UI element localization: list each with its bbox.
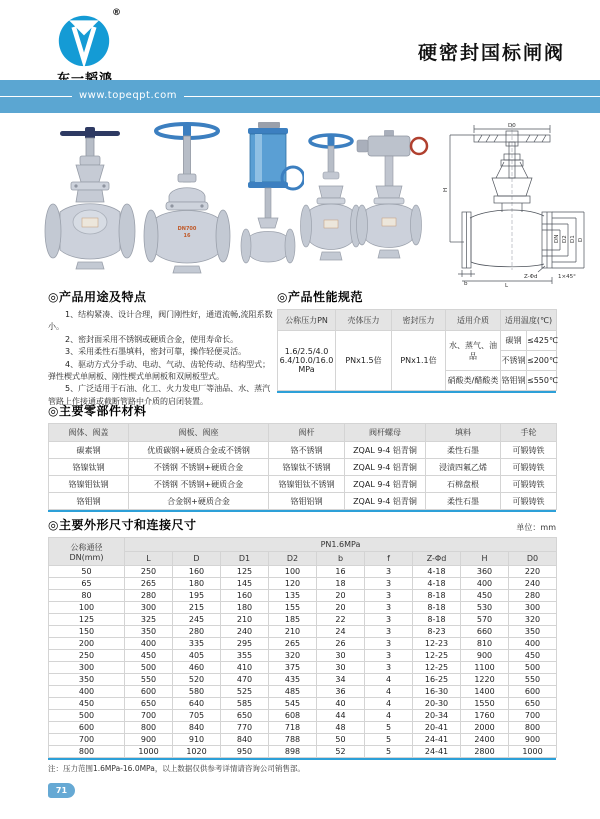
table-cell: 650 xyxy=(221,710,269,722)
table-cell: 柔性石墨 xyxy=(426,442,501,459)
table-cell: 8-18 xyxy=(413,614,461,626)
table-cell: 280 xyxy=(125,590,173,602)
table-cell: 585 xyxy=(221,698,269,710)
table-cell: 280 xyxy=(173,626,221,638)
table-cell: 3 xyxy=(365,626,413,638)
shell-pressure-value: PNx1.5倍 xyxy=(336,331,392,391)
table-cell: 718 xyxy=(269,722,317,734)
table-cell: 788 xyxy=(269,734,317,746)
table-row xyxy=(49,722,557,734)
table-cell: 250 xyxy=(125,566,173,578)
temp-material: 碳钢 xyxy=(501,331,527,351)
dim-label-h: H xyxy=(443,187,449,192)
table-cell: 5 xyxy=(365,746,413,758)
dim-label-d: D xyxy=(578,237,584,242)
table-cell: 450 xyxy=(509,650,557,662)
section-dimensions xyxy=(48,516,556,774)
table-cell: 155 xyxy=(269,602,317,614)
table-cell: 375 xyxy=(269,662,317,674)
materials-heading: ◎主要零部件材料 xyxy=(48,404,147,418)
features-heading: ◎产品用途及特点 xyxy=(48,290,147,304)
table-cell: 210 xyxy=(269,626,317,638)
table-cell: 48 xyxy=(317,722,365,734)
table-cell: 2000 xyxy=(461,722,509,734)
materials-header-row xyxy=(49,424,557,442)
table-cell: 360 xyxy=(461,566,509,578)
column-header: 阀杆 xyxy=(269,424,345,442)
table-cell: 36 xyxy=(317,686,365,698)
table-cell: 320 xyxy=(509,614,557,626)
unit-label: 单位：mm xyxy=(516,523,556,532)
table-cell: 1000 xyxy=(125,746,173,758)
temp-material: 不锈钢 xyxy=(501,351,527,371)
table-row xyxy=(49,710,557,722)
table-cell: 300 xyxy=(125,602,173,614)
table-row xyxy=(49,734,557,746)
dim-label-zd: Z-Φd xyxy=(524,274,538,280)
table-cell: 355 xyxy=(221,650,269,662)
table-cell: 20-41 xyxy=(413,722,461,734)
table-row xyxy=(49,626,557,638)
table-cell: 405 xyxy=(173,650,221,662)
table-cell: 20 xyxy=(317,602,365,614)
column-header: b xyxy=(317,552,365,566)
valve-photo-pneumatic xyxy=(234,120,304,274)
col-header: 公称压力PN xyxy=(278,310,336,331)
table-cell: 220 xyxy=(509,566,557,578)
table-cell: 1550 xyxy=(461,698,509,710)
valve-photo-manual-2 xyxy=(142,118,232,276)
dim-label-d1: D1 xyxy=(570,235,576,243)
table-cell: 295 xyxy=(221,638,269,650)
table-cell: 16 xyxy=(317,566,365,578)
table-cell: 4-18 xyxy=(413,566,461,578)
table-cell: 525 xyxy=(221,686,269,698)
table-cell: 545 xyxy=(269,698,317,710)
column-header: D2 xyxy=(269,552,317,566)
table-cell: 铬镍钼钛钢 xyxy=(49,476,129,493)
table-cell: 460 xyxy=(173,662,221,674)
table-cell: 350 xyxy=(49,674,125,686)
table-cell: 705 xyxy=(173,710,221,722)
table-cell: 450 xyxy=(125,650,173,662)
seal-pressure-value: PNx1.1倍 xyxy=(392,331,446,391)
table-cell: 1400 xyxy=(461,686,509,698)
table-cell: 80 xyxy=(49,590,125,602)
table-cell: 20-30 xyxy=(413,698,461,710)
table-cell: 160 xyxy=(221,590,269,602)
table-cell: 245 xyxy=(173,614,221,626)
valve-nameplate-pn: 16 xyxy=(183,233,191,239)
table-cell: 30 xyxy=(317,650,365,662)
col-header: 密封压力 xyxy=(392,310,446,331)
dim-label-chamfer: 1×45° xyxy=(558,274,576,280)
table-cell: 30 xyxy=(317,662,365,674)
table-cell: 不锈钢 不锈钢+硬质合金 xyxy=(129,476,269,493)
table-row xyxy=(49,476,557,493)
table-cell: 5 xyxy=(365,722,413,734)
feature-item: 5、广泛适用于石油、化工、火力发电厂等油品、水、蒸汽管路上作接通或截断管路中介质的启闭装置。 xyxy=(48,384,271,406)
table-cell: 40 xyxy=(317,698,365,710)
table-cell: 350 xyxy=(509,626,557,638)
table-cell: 400 xyxy=(509,638,557,650)
table-cell: 600 xyxy=(125,686,173,698)
table-row xyxy=(49,650,557,662)
column-header: H xyxy=(461,552,509,566)
table-cell: 800 xyxy=(49,746,125,758)
performance-heading: ◎产品性能规范 xyxy=(277,290,363,304)
table-cell: 5 xyxy=(365,734,413,746)
table-cell: 铬钼铝钢 xyxy=(269,493,345,510)
table-cell: 325 xyxy=(125,614,173,626)
table-cell: 350 xyxy=(125,626,173,638)
valve-photo-electric xyxy=(356,130,430,274)
table-row xyxy=(49,746,557,758)
column-header: 阀板、阀座 xyxy=(129,424,269,442)
table-cell: 250 xyxy=(49,650,125,662)
table-cell: 470 xyxy=(221,674,269,686)
table-cell: ZQAL 9-4 铝青铜 xyxy=(345,459,426,476)
table-cell: 3 xyxy=(365,650,413,662)
table-cell: 900 xyxy=(509,734,557,746)
table-cell: 840 xyxy=(221,734,269,746)
column-header: D xyxy=(173,552,221,566)
table-cell: 可锻铸铁 xyxy=(501,476,557,493)
column-header: L xyxy=(125,552,173,566)
table-row xyxy=(49,674,557,686)
table-cell: 26 xyxy=(317,638,365,650)
table-row xyxy=(49,493,557,510)
table-cell: 铬镍钛不锈钢 xyxy=(269,459,345,476)
table-row xyxy=(49,442,557,459)
table-cell: 500 xyxy=(509,662,557,674)
table-cell: 435 xyxy=(269,674,317,686)
table-cell: 898 xyxy=(269,746,317,758)
page-number-badge: 71 xyxy=(48,783,75,798)
column-header: D0 xyxy=(509,552,557,566)
table-row xyxy=(49,578,557,590)
table-cell: 400 xyxy=(49,686,125,698)
table-cell: 1100 xyxy=(461,662,509,674)
table-cell: 400 xyxy=(461,578,509,590)
table-cell: 铬镍钼钛不锈钢 xyxy=(269,476,345,493)
table-cell: 20 xyxy=(317,590,365,602)
table-cell: 810 xyxy=(461,638,509,650)
table-cell: 3 xyxy=(365,614,413,626)
table-cell: 3 xyxy=(365,578,413,590)
table-cell: 3 xyxy=(365,602,413,614)
table-cell: 485 xyxy=(269,686,317,698)
table-cell: 125 xyxy=(49,614,125,626)
dimensions-body xyxy=(49,566,557,758)
media-value: 水、蒸气、油品 xyxy=(446,331,501,371)
table-cell: 200 xyxy=(49,638,125,650)
table-cell: 650 xyxy=(125,698,173,710)
table-row xyxy=(49,459,557,476)
table-row xyxy=(49,638,557,650)
table-cell: 400 xyxy=(125,638,173,650)
table-cell: 24 xyxy=(317,626,365,638)
col-header: 适用介质 xyxy=(446,310,501,331)
feature-item: 4、驱动方式分手动、电动、气动、齿轮传动、结构型式；弹性楔式单闸板、刚性楔式单闸板和双闸板型式。 xyxy=(48,359,271,382)
table-cell: 570 xyxy=(461,614,509,626)
column-header: 阀体、阀盖 xyxy=(49,424,129,442)
section-materials xyxy=(48,402,556,512)
dim-label-l: L xyxy=(505,283,509,288)
table-cell: 4 xyxy=(365,710,413,722)
page-title: 硬密封国标闸阀 xyxy=(417,42,565,64)
table-cell: 铬钼钢 xyxy=(49,493,129,510)
dimensions-table xyxy=(48,537,557,758)
table-cell: 12-23 xyxy=(413,638,461,650)
table-cell: 4 xyxy=(365,674,413,686)
table-cell: 3 xyxy=(365,638,413,650)
table-cell: 浸渍四氟乙烯 xyxy=(426,459,501,476)
table-cell: 910 xyxy=(173,734,221,746)
table-cell: 700 xyxy=(125,710,173,722)
table-cell: 125 xyxy=(221,566,269,578)
table-cell: 可锻铸铁 xyxy=(501,493,557,510)
table-cell: 180 xyxy=(173,578,221,590)
table-cell: 1000 xyxy=(509,746,557,758)
header-band xyxy=(0,80,600,113)
materials-body xyxy=(49,442,557,510)
table-cell: 280 xyxy=(509,590,557,602)
table-cell: 44 xyxy=(317,710,365,722)
features-list xyxy=(48,309,274,408)
table-cell: 65 xyxy=(49,578,125,590)
dim-label-d2: D2 xyxy=(562,235,568,243)
table-cell: 柔性石墨 xyxy=(426,493,501,510)
valve-photo-manual-3 xyxy=(300,130,362,274)
pn-value: 1.6/2.5/4.0 6.4/10.0/16.0 MPa xyxy=(278,331,336,391)
table-cell: 4 xyxy=(365,698,413,710)
table-cell: 4 xyxy=(365,686,413,698)
column-header: 填料 xyxy=(426,424,501,442)
table-cell: 24-41 xyxy=(413,746,461,758)
table-cell: 1020 xyxy=(173,746,221,758)
table-cell: 500 xyxy=(49,710,125,722)
col-header: 壳体压力 xyxy=(336,310,392,331)
table-cell: 合金钢+硬质合金 xyxy=(129,493,269,510)
table-cell: 900 xyxy=(461,650,509,662)
table-cell: 优质碳钢+硬质合金或不锈钢 xyxy=(129,442,269,459)
pressure-group-header: PN1.6MPa xyxy=(125,538,557,552)
table-cell: ZQAL 9-4 铝青铜 xyxy=(345,476,426,493)
performance-table xyxy=(277,309,557,391)
table-cell: 3 xyxy=(365,590,413,602)
table-cell: 265 xyxy=(125,578,173,590)
table-cell: 530 xyxy=(461,602,509,614)
table-cell: 600 xyxy=(509,686,557,698)
table-cell: 16-25 xyxy=(413,674,461,686)
temp-value: ≤550℃ xyxy=(527,371,557,391)
table-row xyxy=(49,602,557,614)
table-cell: 52 xyxy=(317,746,365,758)
table-cell: 335 xyxy=(173,638,221,650)
table-cell: 900 xyxy=(125,734,173,746)
table-cell: 8-18 xyxy=(413,602,461,614)
table-cell: 640 xyxy=(173,698,221,710)
table-cell: 550 xyxy=(509,674,557,686)
table-cell: 3 xyxy=(365,566,413,578)
table-cell: 580 xyxy=(173,686,221,698)
dn-column-header: 公称通径 DN(mm) xyxy=(49,538,125,566)
table-cell: 145 xyxy=(221,578,269,590)
section-features xyxy=(48,288,274,408)
table-cell: 24-41 xyxy=(413,734,461,746)
feature-item: 1、结构紧凑、设计合理，阀门刚性好，通道流畅,流阻系数小。 xyxy=(48,310,273,332)
table-note: 注：压力范围1.6MPa-16.0MPa，以上数据仅供参考详情请咨询公司销售部。 xyxy=(48,764,305,773)
registered-mark: ® xyxy=(112,8,121,18)
table-cell: 铬镍钛钢 xyxy=(49,459,129,476)
table-cell: 34 xyxy=(317,674,365,686)
table-row xyxy=(49,686,557,698)
column-header: 阀杆螺母 xyxy=(345,424,426,442)
feature-item: 3、采用柔性石墨填料，密封可靠，操作轻便灵活。 xyxy=(65,347,247,357)
table-cell: 8-23 xyxy=(413,626,461,638)
table-cell: 215 xyxy=(173,602,221,614)
table-cell: 2800 xyxy=(461,746,509,758)
table-cell: ZQAL 9-4 铝青铜 xyxy=(345,493,426,510)
table-cell: 240 xyxy=(509,578,557,590)
table-cell: 700 xyxy=(49,734,125,746)
dimensions-heading: ◎主要外形尺寸和连接尺寸 xyxy=(48,518,197,532)
table-cell: 50 xyxy=(317,734,365,746)
table-cell: 180 xyxy=(221,602,269,614)
table-cell: 150 xyxy=(49,626,125,638)
table-cell: 520 xyxy=(173,674,221,686)
table-cell: 100 xyxy=(49,602,125,614)
table-cell: 410 xyxy=(221,662,269,674)
table-cell: 3 xyxy=(365,662,413,674)
table-row xyxy=(49,662,557,674)
valve-dimension-drawing xyxy=(434,120,596,288)
column-header: Z-Φd xyxy=(413,552,461,566)
table-cell: 600 xyxy=(49,722,125,734)
table-cell: 12-25 xyxy=(413,662,461,674)
table-cell: 100 xyxy=(269,566,317,578)
table-cell: 碳素钢 xyxy=(49,442,129,459)
table-cell: 12-25 xyxy=(413,650,461,662)
table-cell: 不锈钢 不锈钢+硬质合金 xyxy=(129,459,269,476)
table-cell: 可锻铸铁 xyxy=(501,442,557,459)
table-cell: 铬不锈钢 xyxy=(269,442,345,459)
column-header: f xyxy=(365,552,413,566)
table-cell: 8-18 xyxy=(413,590,461,602)
table-cell: 650 xyxy=(509,698,557,710)
table-cell: 22 xyxy=(317,614,365,626)
table-cell: 120 xyxy=(269,578,317,590)
table-cell: ZQAL 9-4 铝青铜 xyxy=(345,442,426,459)
table-cell: 608 xyxy=(269,710,317,722)
table-cell: 4-18 xyxy=(413,578,461,590)
table-cell: 185 xyxy=(269,614,317,626)
table-cell: 240 xyxy=(221,626,269,638)
table-cell: 265 xyxy=(269,638,317,650)
column-header: D1 xyxy=(221,552,269,566)
dim-label-d0: D0 xyxy=(508,123,516,129)
table-cell: 500 xyxy=(125,662,173,674)
table-cell: 16-30 xyxy=(413,686,461,698)
table-cell: 可锻铸铁 xyxy=(501,459,557,476)
website-text: www.topeqpt.com xyxy=(72,90,184,101)
valve-photo-manual-1 xyxy=(40,122,140,274)
table-cell: 石棉盘根 xyxy=(426,476,501,493)
table-row xyxy=(49,614,557,626)
table-cell: 195 xyxy=(173,590,221,602)
table-cell: 840 xyxy=(173,722,221,734)
media-value: 硝酸类/醋酸类 xyxy=(446,371,501,391)
table-cell: 2400 xyxy=(461,734,509,746)
table-cell: 450 xyxy=(49,698,125,710)
table-cell: 770 xyxy=(221,722,269,734)
temp-value: ≤425℃ xyxy=(527,331,557,351)
dim-label-dn: DN xyxy=(554,234,560,243)
table-cell: 50 xyxy=(49,566,125,578)
table-row xyxy=(49,698,557,710)
company-logo-icon xyxy=(56,12,112,68)
table-cell: 20-34 xyxy=(413,710,461,722)
table-cell: 800 xyxy=(509,722,557,734)
table-cell: 660 xyxy=(461,626,509,638)
table-cell: 320 xyxy=(269,650,317,662)
table-cell: 160 xyxy=(173,566,221,578)
table-cell: 800 xyxy=(125,722,173,734)
table-cell: 18 xyxy=(317,578,365,590)
column-header: 手轮 xyxy=(501,424,557,442)
table-cell: 950 xyxy=(221,746,269,758)
valve-nameplate-dn: DN700 xyxy=(177,226,197,232)
table-cell: 700 xyxy=(509,710,557,722)
dimensions-header-row xyxy=(49,552,557,566)
table-row xyxy=(49,566,557,578)
materials-table xyxy=(48,423,557,510)
table-cell: 300 xyxy=(49,662,125,674)
table-cell: 1220 xyxy=(461,674,509,686)
temp-material: 铬钼钢 xyxy=(501,371,527,391)
table-cell: 300 xyxy=(509,602,557,614)
dim-label-b: b xyxy=(464,281,468,287)
section-performance xyxy=(277,288,556,393)
table-cell: 1760 xyxy=(461,710,509,722)
table-row xyxy=(49,590,557,602)
temp-value: ≤200℃ xyxy=(527,351,557,371)
table-cell: 210 xyxy=(221,614,269,626)
table-cell: 550 xyxy=(125,674,173,686)
table-cell: 135 xyxy=(269,590,317,602)
col-header: 适用温度(℃) xyxy=(501,310,557,331)
table-cell: 450 xyxy=(461,590,509,602)
feature-item: 2、密封面采用不锈钢或硬质合金，使用寿命长。 xyxy=(65,334,239,344)
